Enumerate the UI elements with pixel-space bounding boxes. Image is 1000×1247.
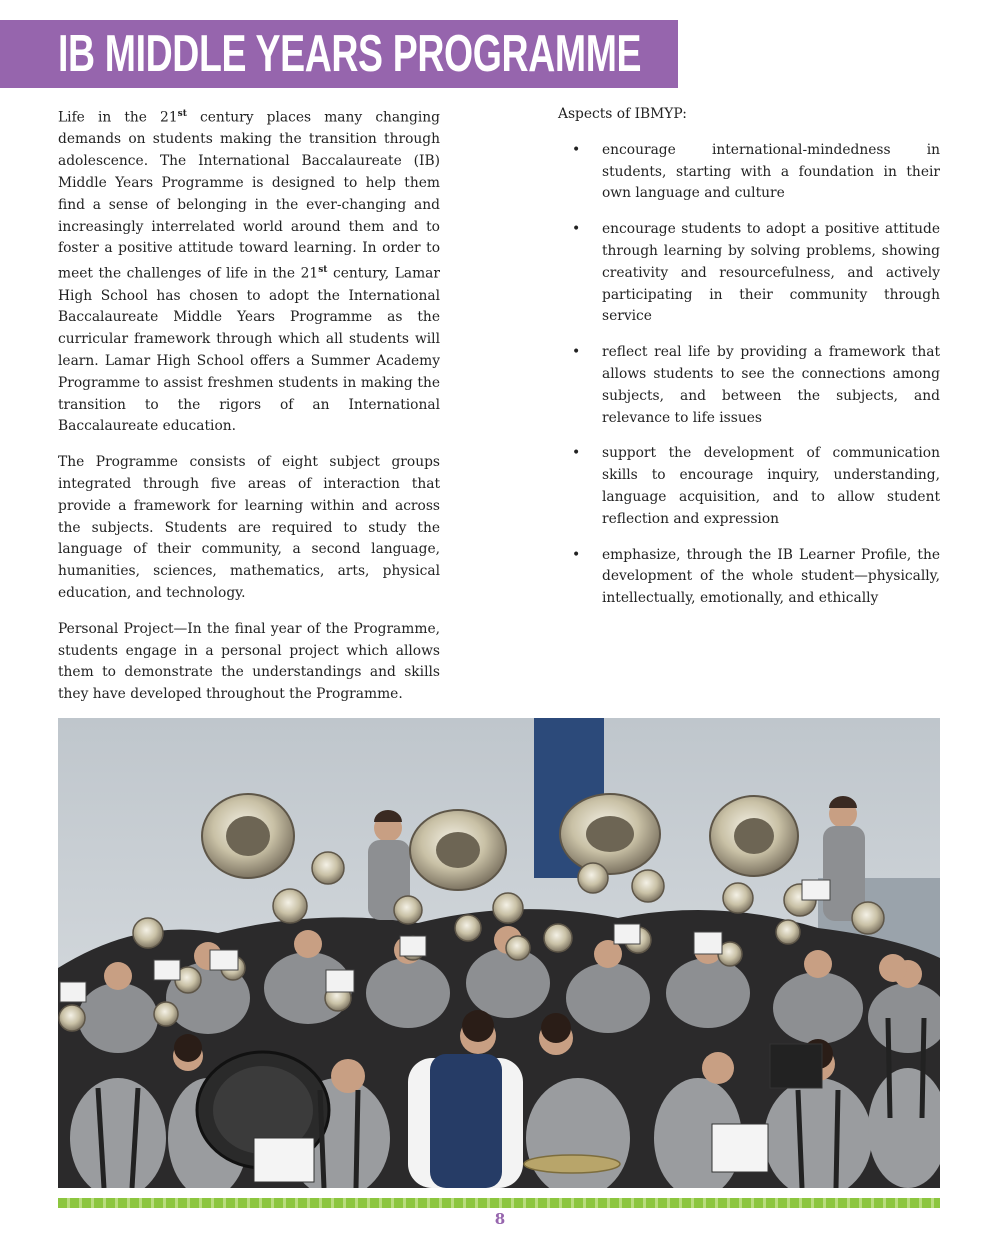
bullet-icon: • bbox=[572, 344, 581, 361]
list-item: • support the development of communication skills to encourage inquiry, understanding, language acquisition, and to allow student reflection and expression bbox=[572, 445, 940, 527]
bullet-icon: • bbox=[572, 221, 581, 238]
ordinal-suffix: st bbox=[318, 265, 328, 276]
personal-project-paragraph: Personal Project—In the final year of the Programme, students engage in a personal project which allows them to demonstrate the understandings and skills they have developed throughout the Programme. bbox=[58, 620, 440, 703]
list-item: • encourage students to adopt a positive attitude through learning by solving problems, showing creativity and resourcefulness, and actively participating in their community through service bbox=[572, 221, 940, 325]
marching-band-photo bbox=[58, 718, 940, 1188]
footer-divider bbox=[58, 1198, 940, 1208]
bullet-icon: • bbox=[572, 141, 581, 158]
programme-paragraph: The Programme consists of eight subject groups integrated through five areas of interaction that provide a framework for learning within and across the subjects. Students are required to study the language of their community, a second language, humanities, sciences, mathematics, arts, physical education, and technology. bbox=[58, 454, 440, 601]
aspects-column bbox=[558, 104, 940, 624]
list-item: • emphasize, through the IB Learner Profile, the development of the whole student—physically, intellectually, emotionally, and ethically bbox=[572, 546, 940, 607]
list-item: • encourage international-mindedness in students, starting with a foundation in their own language and culture bbox=[572, 141, 940, 202]
bullet-icon: • bbox=[572, 445, 581, 462]
intro-column bbox=[58, 104, 440, 720]
marching-band-illustration bbox=[58, 718, 940, 1188]
page-title: IB MIDDLE YEARS PROGRAMME bbox=[58, 25, 642, 83]
aspects-list bbox=[558, 140, 940, 610]
list-item: • reflect real life by providing a framework that allows students to see the connections among subjects, and between the subjects, and relevance to life issues bbox=[572, 344, 940, 426]
intro-paragraph: Life in the 21st century places many changing demands on students making the transition through adolescence. The International Baccalaureate (IB) Middle Years Programme is designed to help them find a sense of belonging in the ever-changing and increasingly interrelated world around them and to foster a positive attitude toward learning. In order to meet the challenges of life in the 21st century, Lamar High School has chosen to adopt the International Baccalaureate Middle Years Programme as the curricular framework through which all students will learn. Lamar High School offers a Summer Academy Programme to assist freshmen students in making the transition to the rigors of an International Baccalaureate education. bbox=[58, 109, 441, 435]
bullet-icon: • bbox=[572, 546, 581, 563]
ordinal-suffix: st bbox=[177, 109, 187, 119]
page-number: 8 bbox=[494, 1210, 506, 1228]
aspects-heading: Aspects of IBMYP: bbox=[558, 106, 687, 122]
